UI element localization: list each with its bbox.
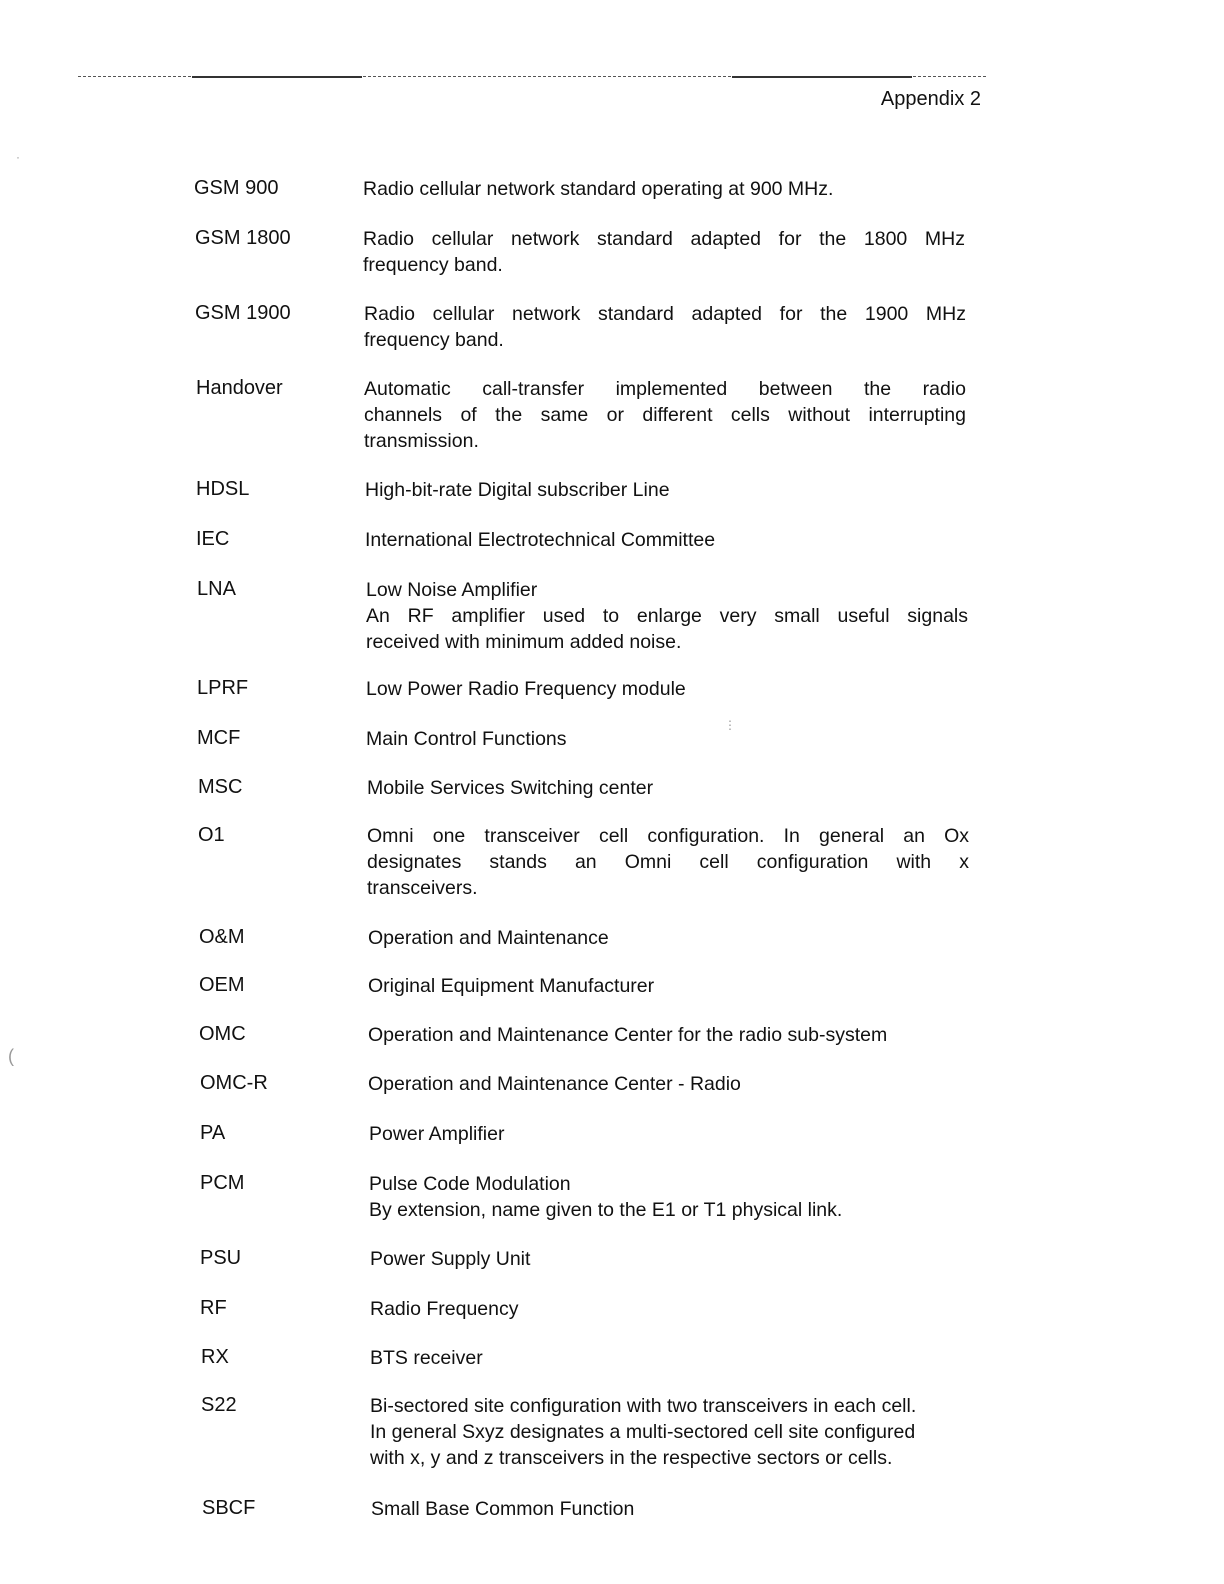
header-rule-segment	[192, 76, 362, 78]
glossary-definition	[368, 925, 970, 951]
page-header: Appendix 2	[880, 88, 981, 110]
glossary-definition	[364, 301, 966, 353]
glossary-definition	[365, 527, 967, 553]
glossary-definition	[363, 226, 965, 278]
definition-line: Radio cellular network standard adapted for the 1900 MHz	[364, 303, 966, 325]
definition-line: Small Base Common Function	[371, 1498, 635, 1520]
definition-line: received with minimum added noise.	[366, 631, 682, 653]
glossary-definition	[366, 577, 968, 655]
definition-line: Low Noise Amplifier	[366, 579, 538, 601]
glossary-definition	[369, 1171, 971, 1223]
glossary-definition	[368, 1071, 970, 1097]
definition-line: transceivers.	[367, 877, 478, 899]
glossary-term: GSM 1800	[195, 227, 291, 249]
definition-line: Pulse Code Modulation	[369, 1173, 571, 1195]
glossary-term: Handover	[196, 377, 283, 399]
definition-line: Radio cellular network standard adapted for the 1800 MHz	[363, 228, 965, 250]
definition-line: Bi-sectored site configuration with two transceivers in each cell.	[370, 1395, 917, 1417]
glossary-term: RX	[201, 1346, 229, 1368]
glossary-definition	[369, 1121, 971, 1147]
definition-line: Operation and Maintenance	[368, 927, 609, 949]
definition-line: Operation and Maintenance Center for the radio sub-system	[368, 1024, 888, 1046]
definition-line: Original Equipment Manufacturer	[368, 975, 655, 997]
definition-line: Power Supply Unit	[370, 1248, 531, 1270]
definition-line: Radio Frequency	[370, 1298, 519, 1320]
glossary-definition	[366, 676, 968, 702]
definition-line: frequency band.	[363, 254, 503, 276]
definition-line: By extension, name given to the E1 or T1 physical link.	[369, 1199, 843, 1221]
scan-speck: ⋮	[724, 718, 736, 732]
glossary-definition	[370, 1296, 972, 1322]
glossary-term: O1	[198, 824, 225, 846]
glossary-term: OEM	[199, 974, 245, 996]
glossary-definition	[365, 477, 967, 503]
definition-line: transmission.	[364, 430, 479, 452]
definition-line: Radio cellular network standard operating at 900 MHz.	[363, 178, 834, 200]
glossary-definition	[367, 775, 969, 801]
definition-line: BTS receiver	[370, 1347, 483, 1369]
glossary-term: OMC-R	[200, 1072, 268, 1094]
glossary-term: SBCF	[202, 1497, 256, 1519]
glossary-definition	[363, 176, 965, 202]
definition-line: with x, y and z transceivers in the respective sectors or cells.	[370, 1447, 893, 1469]
definition-line: Operation and Maintenance Center - Radio	[368, 1073, 741, 1095]
definition-line: Power Amplifier	[369, 1123, 505, 1145]
glossary-term: MSC	[198, 776, 243, 798]
definition-line: Automatic call-transfer implemented between the radio	[364, 378, 966, 400]
glossary-term: O&M	[199, 926, 245, 948]
glossary-definition	[370, 1345, 972, 1371]
definition-line: In general Sxyz designates a multi-sectored cell site configured	[370, 1421, 916, 1443]
scan-speck: (	[8, 1046, 14, 1066]
glossary-term: PCM	[200, 1172, 245, 1194]
glossary-definition	[368, 1022, 970, 1048]
header-rule-segment	[732, 76, 912, 78]
scan-speck: ·	[16, 150, 20, 164]
definition-line: frequency band.	[364, 329, 504, 351]
glossary-term: LNA	[197, 578, 236, 600]
definition-line: Omni one transceiver cell configuration. In general an Ox	[367, 825, 969, 847]
definition-line: designates stands an Omni cell configuration with x	[367, 851, 969, 873]
glossary-term: GSM 1900	[195, 302, 291, 324]
glossary-term: MCF	[197, 727, 241, 749]
glossary-definition	[368, 973, 970, 999]
glossary-term: PA	[200, 1122, 226, 1144]
glossary-definition	[370, 1246, 972, 1272]
glossary-definition	[370, 1393, 972, 1471]
glossary-term: OMC	[199, 1023, 246, 1045]
glossary-term: RF	[200, 1297, 227, 1319]
glossary-term: IEC	[196, 528, 230, 550]
glossary-term: LPRF	[197, 677, 249, 699]
glossary-term: HDSL	[196, 478, 250, 500]
glossary-definition	[366, 726, 968, 752]
glossary-term: GSM 900	[194, 177, 279, 199]
definition-line: Main Control Functions	[366, 728, 567, 750]
glossary-term: PSU	[200, 1247, 242, 1269]
definition-line: channels of the same or different cells without interrupting	[364, 404, 966, 426]
glossary-definition	[364, 376, 966, 454]
glossary-definition	[367, 823, 969, 901]
definition-line: An RF amplifier used to enlarge very small useful signals	[366, 605, 968, 627]
definition-line: International Electrotechnical Committee	[365, 529, 716, 551]
definition-line: Mobile Services Switching center	[367, 777, 654, 799]
glossary-definition	[371, 1496, 973, 1522]
definition-line: Low Power Radio Frequency module	[366, 678, 686, 700]
definition-line: High-bit-rate Digital subscriber Line	[365, 479, 670, 501]
glossary-term: S22	[201, 1394, 237, 1416]
